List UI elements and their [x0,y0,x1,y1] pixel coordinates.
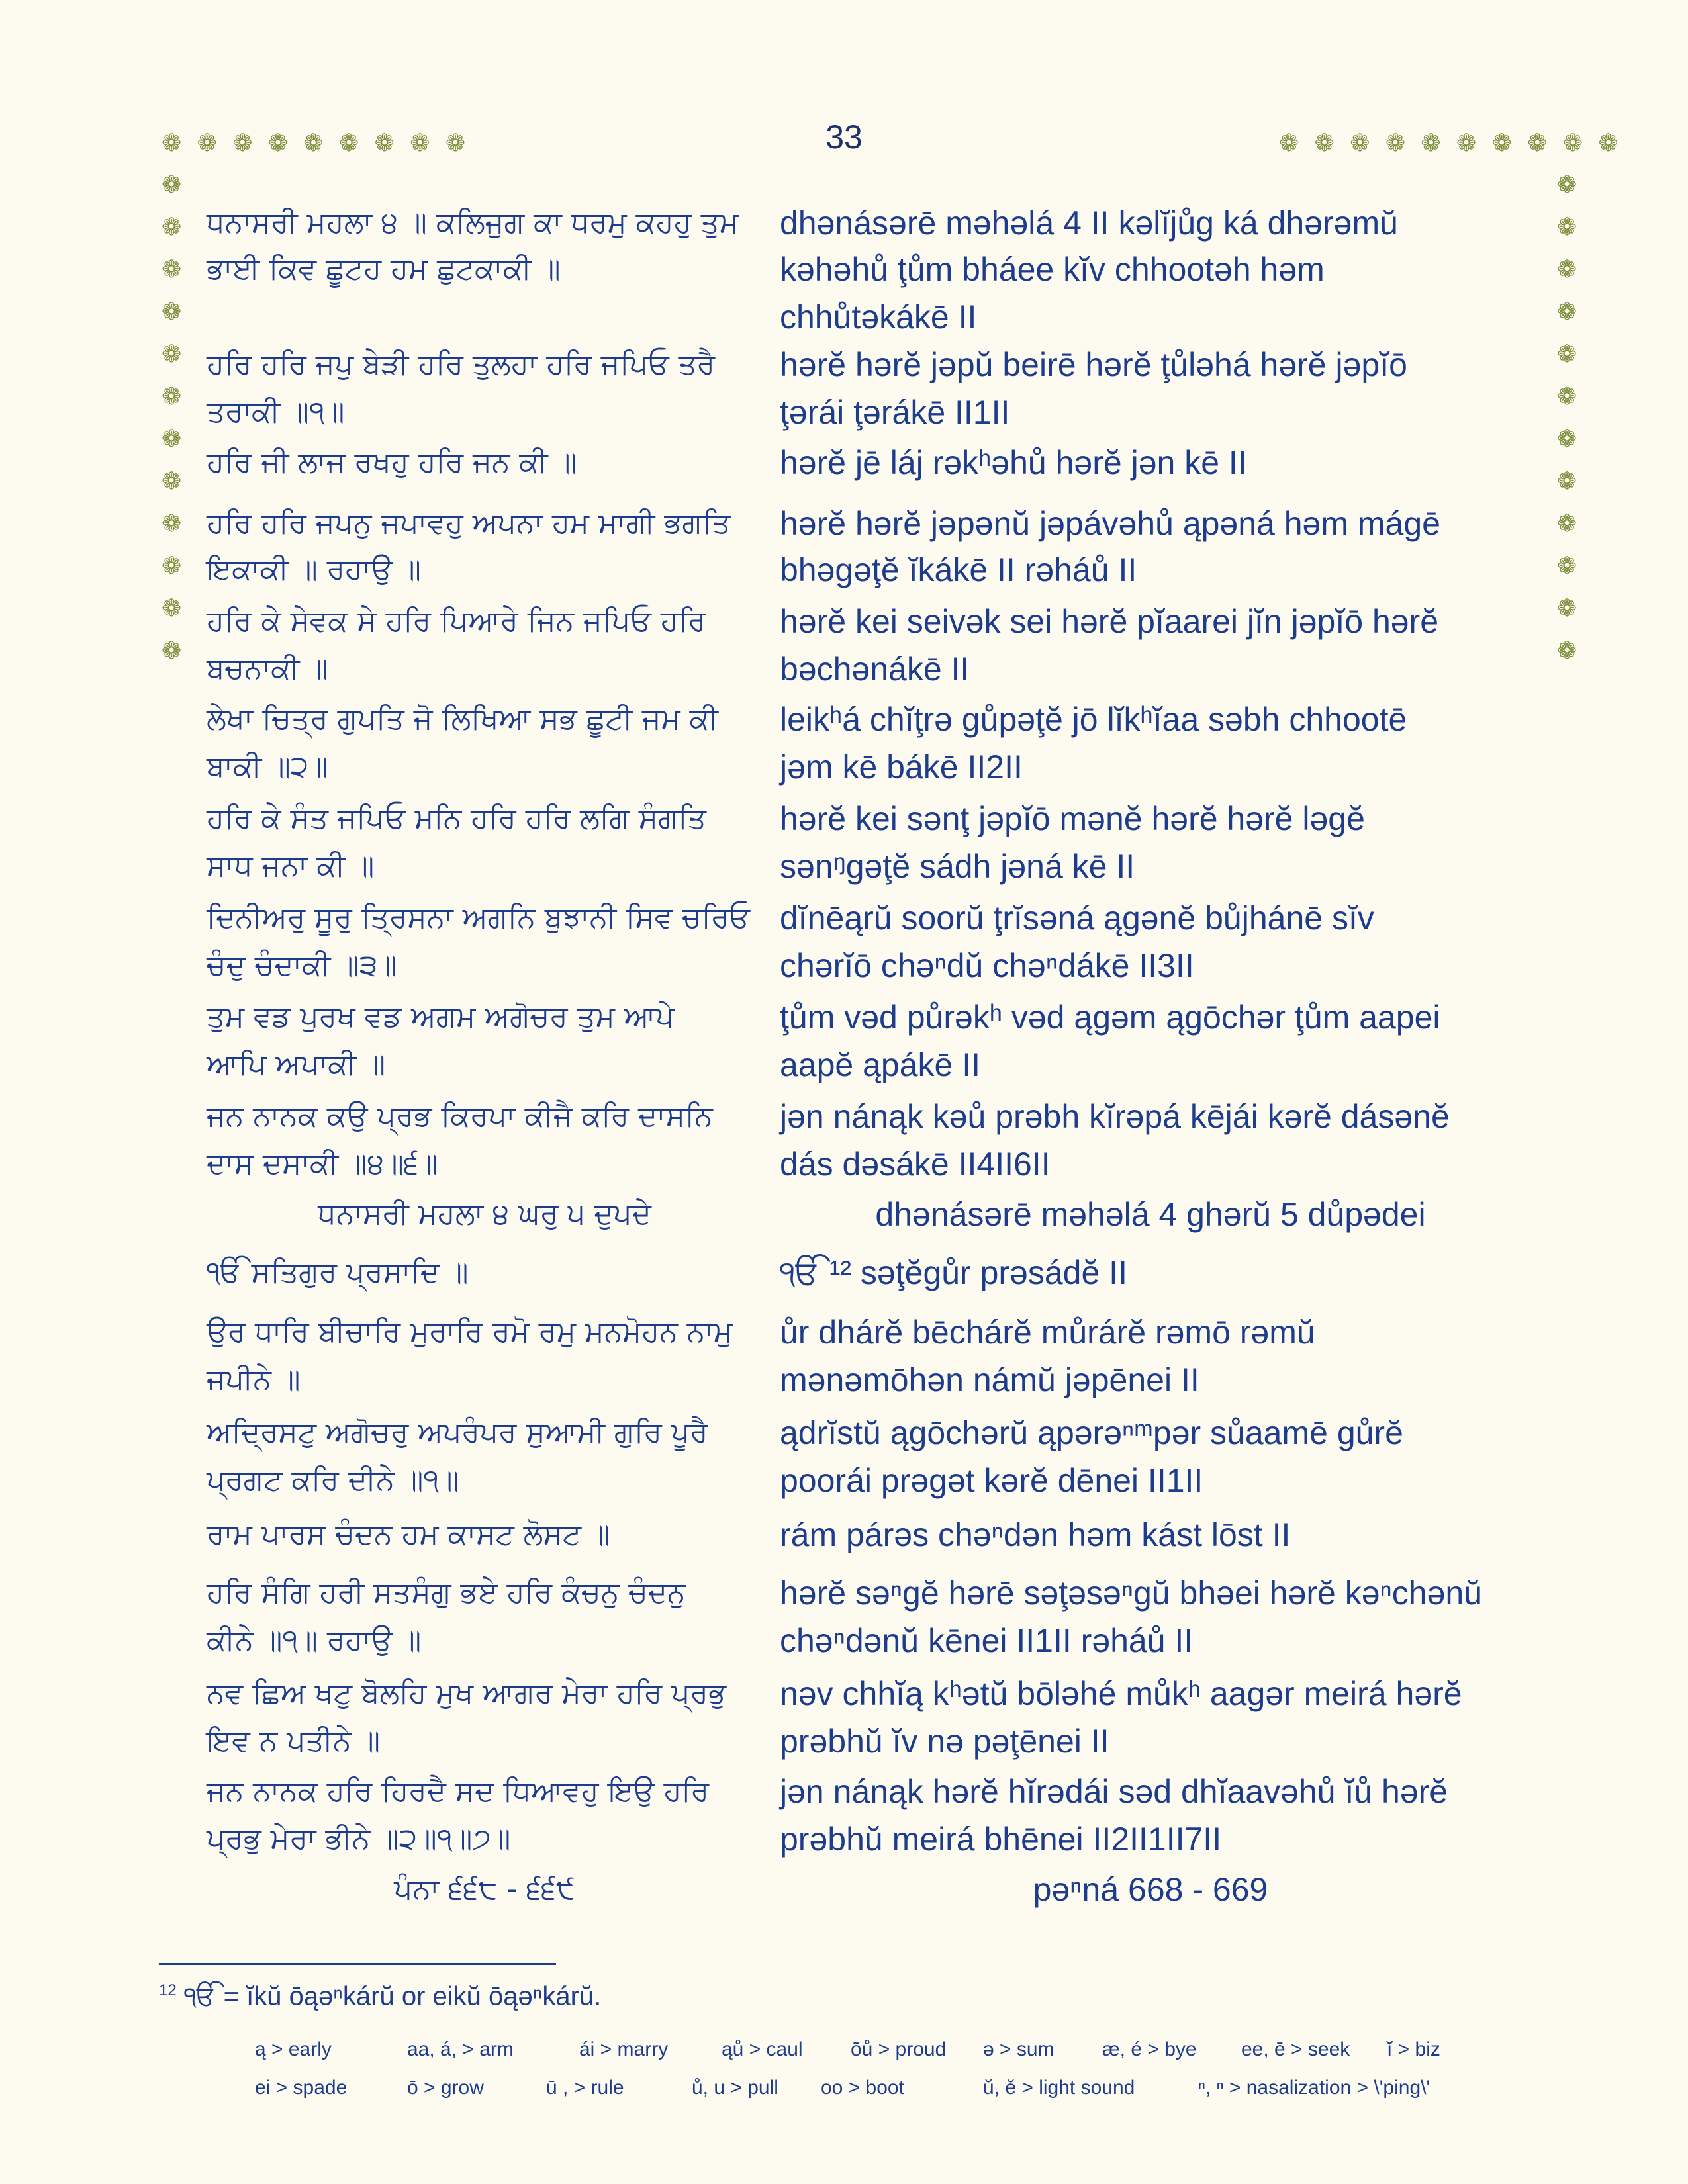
pronunciation-key-item: ĭ > biz [1387,2038,1440,2060]
transliteration-line: hərĕ kei sənţ jəpĭō mənĕ hərĕ hərĕ ləgĕ [780,800,1365,837]
gurmukhi-line: ਅਦ੍ਰਿਸਟੁ ਅਗੋਚਰੁ ਅਪਰੰਪਰ ਸੁਆਮੀ ਗੁਰਿ ਪੂਰੈ [207,1416,708,1449]
footnote-text: ੴ = ĭkŭ ōąəⁿkárŭ or eikŭ ōąəⁿkárŭ. [183,1981,602,2011]
top-left-ornament: ❁ ❁ ❁ ❁ ❁ ❁ ❁ ❁ ❁ [162,130,470,157]
gurmukhi-line: ੴ ਸਤਿਗੁਰ ਪ੍ਰਸਾਦਿ ॥ [207,1255,469,1289]
footnote [159,1981,601,2011]
gurmukhi-line: ਬਚਨਾਕੀ ॥ [207,652,329,686]
transliteration-line: jən nánąk kəů prəbh kĭrəpá kējái kərĕ dásənĕ [780,1098,1450,1135]
gurmukhi-line: ਹਰਿ ਹਰਿ ਜਪਨੁ ਜਪਾਵਹੁ ਅਪਨਾ ਹਮ ਮਾਗੀ ਭਗਤਿ [207,506,731,540]
pronunciation-key-item: oo > boot [821,2077,904,2099]
transliteration-line: hərĕ kei seivək sei hərĕ pĭaarei jĭn jəpĭō hərĕ [780,603,1439,640]
pronunciation-key-item: ū , > rule [546,2077,624,2099]
transliteration-line: hərĕ hərĕ jəpŭ beirē hərĕ ţůləhá hərĕ jəpĭō [780,346,1407,383]
ornament-flower: ❁ [162,468,182,495]
ornament-flower: ❁ [162,553,182,580]
pronunciation-key-item: ái > marry [579,2038,669,2060]
transliteration-line: leikʰá chĭţrə gůpəţĕ jō lĭkʰĭaa səbh chhootē [780,701,1407,738]
gurmukhi-line: ਤਰਾਕੀ ॥੧॥ [207,395,345,429]
transliteration-line: sənᵑgəţĕ sádh jəná kē II [780,848,1135,885]
transliteration-line: chərĭō chəⁿdŭ chəⁿdákē II3II [780,947,1194,984]
gurmukhi-line: ਦਾਸ ਦਸਾਕੀ ॥੪॥੬॥ [207,1147,438,1181]
gurmukhi-line: ਪੰਨਾ ੬੬੮ - ੬੬੯ [394,1872,575,1906]
gurmukhi-line: ਨਵ ਛਿਅ ਖਟੁ ਬੋਲਹਿ ਮੁਖ ਆਗਰ ਮੇਰਾ ਹਰਿ ਪ੍ਰਭੁ [207,1676,726,1710]
pronunciation-key-item: ⁿ, ⁿ > nasalization > \'ping\' [1198,2077,1430,2099]
gurmukhi-line: ਪ੍ਰਭੁ ਮੇਰਾ ਭੀਨੇ ॥੨॥੧॥੭॥ [207,1822,511,1856]
ornament-flower: ❁ [1557,383,1577,410]
gurmukhi-line: ਰਾਮ ਪਾਰਸ ਚੰਦਨ ਹਮ ਕਾਸਟ ਲੋਸਟ ॥ [207,1518,610,1551]
transliteration-line: poorái prəgət kərĕ dēnei II1II [780,1462,1203,1499]
ornament-flower: ❁ [1557,510,1577,537]
transliteration-line: kəhəhů ţům bháee kĭv chhootəh həm [780,251,1325,288]
transliteration-line: mənəmōhən námŭ jəpēnei II [780,1361,1199,1398]
pronunciation-key-item: ee, ē > seek [1241,2038,1350,2060]
ornament-flower: ❁ [162,298,182,326]
ornament-flower: ❁ [162,595,182,622]
gurmukhi-line: ਕੀਨੇ ॥੧॥ ਰਹਾਉ ॥ [207,1623,422,1657]
gurmukhi-line: ਆਪਿ ਅਪਾਕੀ ॥ [207,1048,386,1081]
footnote-number: 12 [159,1981,177,1999]
ornament-flower: ❁ [1557,214,1577,241]
pronunciation-key-item: æ, é > bye [1102,2038,1197,2060]
gurmukhi-line: ਚੰਦੁ ਚੰਦਾਕੀ ॥੩॥ [207,948,398,982]
ornament-flower: ❁ [162,510,182,537]
gurmukhi-line: ਤੁਮ ਵਡ ਪੁਰਖ ਵਡ ਅਗਮ ਅਗੋਚਰ ਤੁਮ ਆਪੇ [207,1000,675,1034]
gurmukhi-line: ਧਨਾਸਰੀ ਮਹਲਾ ੪ ਘਰੁ ੫ ਦੁਪਦੇ [318,1197,651,1231]
ornament-flower: ❁ [1557,595,1577,622]
gurmukhi-line: ਹਰਿ ਹਰਿ ਜਪੁ ਬੇੜੀ ਹਰਿ ਤੁਲਹਾ ਹਰਿ ਜਪਿਓ ਤਰੈ [207,347,716,381]
gurmukhi-line: ਜਨ ਨਾਨਕ ਹਰਿ ਹਿਰਦੈ ਸਦ ਧਿਆਵਹੁ ਇਉ ਹਰਿ [207,1774,710,1808]
transliteration-line: hərĕ jē láj rəkʰəhů hərĕ jən kē II [780,444,1247,481]
top-right-ornament: ❁ ❁ ❁ ❁ ❁ ❁ ❁ ❁ ❁ ❁ [1279,130,1622,157]
transliteration-line: jən nánąk hərĕ hĭrədái səd dhĭaavəhů ĭů hərĕ [780,1773,1448,1810]
gurmukhi-line: ਹਰਿ ਕੇ ਸੇਵਕ ਸੇ ਹਰਿ ਪਿਆਰੇ ਜਿਨ ਜਪਿਓ ਹਰਿ [207,604,706,638]
ornament-flower: ❁ [162,383,182,410]
transliteration-line: dhənásərē məhəlá 4 II kəlĭjůg ká dhərəmŭ [780,205,1398,242]
transliteration-line: ţům vəd půrəkʰ vəd ągəm ągōchər ţům aapei [780,999,1440,1036]
ornament-flower: ❁ [162,171,182,199]
gurmukhi-line: ਹਰਿ ਸੰਗਿ ਹਰੀ ਸਤਸੰਗੁ ਭਏ ਹਰਿ ਕੰਚਨੁ ਚੰਦਨੁ [207,1576,686,1610]
gurmukhi-line: ਭਾਈ ਕਿਵ ਛੂਟਹ ਹਮ ਛੁਟਕਾਕੀ ॥ [207,252,561,286]
ornament-flower: ❁ [162,256,182,283]
transliteration-line: chəⁿdənŭ kēnei II1II rəháů II [780,1622,1194,1659]
ornament-flower: ❁ [1557,468,1577,495]
ornament-flower: ❁ [1557,637,1577,664]
gurmukhi-line: ਜਪੀਨੇ ॥ [207,1363,301,1396]
pronunciation-key-item: ə > sum [983,2038,1055,2060]
transliteration-line: ţərái ţərákē II1II [780,394,1010,431]
transliteration-line: prəbhŭ ĭv nə pəţēnei II [780,1723,1109,1760]
gurmukhi-line: ਸਾਧ ਜਨਾ ਕੀ ॥ [207,849,375,883]
gurmukhi-line: ਜਨ ਨਾਨਕ ਕਉ ਪ੍ਰਭ ਕਿਰਪਾ ਕੀਜੈ ਕਰਿ ਦਾਸਨਿ [207,1099,713,1133]
transliteration-line: ądrĭstŭ ągōchərŭ ąpərəⁿᵐpər sůaamē gůrĕ [780,1414,1403,1451]
pronunciation-key-item: ŭ, ĕ > light sound [983,2077,1135,2099]
transliteration-line: aapĕ ąpákē II [780,1046,981,1083]
transliteration-line: dhənásərē məhəlá 4 ghərŭ 5 důpədei [875,1196,1426,1233]
transliteration-line: nəv chhĭą kʰətŭ bōləhé můkʰ aagər meirá hərĕ [780,1675,1462,1712]
ornament-flower: ❁ [162,637,182,664]
ornament-flower: ❁ [1557,553,1577,580]
ornament-flower: ❁ [1557,171,1577,199]
pronunciation-key-item: ą > early [255,2038,332,2060]
ornament-flower: ❁ [1557,426,1577,453]
ornament-flower: ❁ [1557,341,1577,368]
gurmukhi-line: ਪ੍ਰਗਟ ਕਰਿ ਦੀਨੇ ॥੧॥ [207,1463,459,1497]
pronunciation-key-item: ąů > caul [722,2038,803,2060]
ornament-flower: ❁ [162,341,182,368]
transliteration-line: jəm kē bákē II2II [780,749,1023,786]
transliteration-line: bəchənákē II [780,651,970,688]
pronunciation-key-item: ů, u > pull [692,2077,778,2099]
transliteration-line: chhůtəkákē II [780,298,977,336]
gurmukhi-line: ਹਰਿ ਕੇ ਸੰਤ ਜਪਿਓ ਮਨਿ ਹਰਿ ਹਰਿ ਲਗਿ ਸੰਗਤਿ [207,801,706,835]
gurmukhi-line: ਇਕਾਕੀ ॥ ਰਹਾਉ ॥ [207,553,422,586]
pronunciation-key-item: ei > spade [255,2077,348,2099]
ornament-flower: ❁ [1557,298,1577,326]
gurmukhi-line: ਬਾਕੀ ॥੨॥ [207,750,328,784]
gurmukhi-line: ਦਿਨੀਅਰੁ ਸੂਰੁ ਤ੍ਰਿਸਨਾ ਅਗਨਿ ਬੁਝਾਨੀ ਸਿਵ ਚਰਿਓ [207,901,750,934]
gurmukhi-line: ਇਵ ਨ ਪਤੀਨੇ ॥ [207,1724,381,1758]
pronunciation-key-item: ōů > proud [851,2038,947,2060]
transliteration-line: ůr dhárĕ bēchárĕ můrárĕ rəmō rəmŭ [780,1314,1315,1351]
transliteration-line: dás dəsákē II4II6II [780,1146,1051,1183]
transliteration-line: hərĕ səⁿgĕ hərē səţəsəⁿgŭ bhəei hərĕ kəⁿchənŭ [780,1574,1483,1612]
transliteration-line: pəⁿná 668 - 669 [1033,1871,1268,1908]
footnote-rule [159,1963,556,1965]
pronunciation-key-item: aa, á, > arm [407,2038,514,2060]
transliteration-line: rám párəs chəⁿdən həm kást lōst II [780,1516,1291,1553]
ornament-flower: ❁ [1557,256,1577,283]
page-number: 33 [825,118,863,156]
transliteration-line: ੴ ¹² səţĕgůr prəsádĕ II [780,1254,1127,1291]
pronunciation-key-item: ō > grow [407,2077,484,2099]
ornament-flower: ❁ [162,426,182,453]
ornament-flower: ❁ [162,214,182,241]
gurmukhi-line: ਲੇਖਾ ਚਿਤ੍ਰ ਗੁਪਤਿ ਜੋ ਲਿਖਿਆ ਸਭ ਛੂਟੀ ਜਮ ਕੀ [207,702,718,736]
transliteration-line: hərĕ hərĕ jəpənŭ jəpávəhů ąpəná həm mágē [780,505,1440,542]
transliteration-line: dĭnēąrŭ soorŭ ţrĭsəná ągənĕ bůjhánē sĭv [780,899,1374,936]
transliteration-line: bhəgəţĕ ĭkákē II rəháů II [780,551,1137,588]
gurmukhi-line: ਧਨਾਸਰੀ ਮਹਲਾ ੪ ॥ ਕਲਿਜੁਗ ਕਾ ਧਰਮੁ ਕਹਹੁ ਤੁਮ [207,206,739,240]
gurmukhi-line: ਹਰਿ ਜੀ ਲਾਜ ਰਖਹੁ ਹਰਿ ਜਨ ਕੀ ॥ [207,445,577,479]
gurmukhi-line: ਉਰ ਧਾਰਿ ਬੀਚਾਰਿ ਮੁਰਾਰਿ ਰਮੋ ਰਮੁ ਮਨਮੋਹਨ ਨਾਮੁ [207,1315,733,1349]
transliteration-line: prəbhŭ meirá bhēnei II2II1II7II [780,1821,1222,1858]
